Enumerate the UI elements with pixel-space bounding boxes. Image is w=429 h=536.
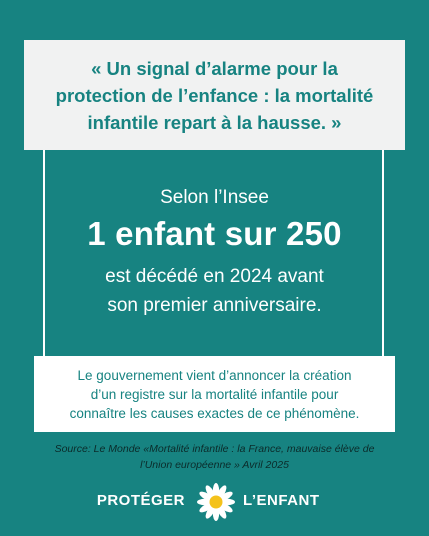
info-box — [34, 356, 395, 432]
stat-frame — [43, 150, 384, 356]
daisy-icon — [196, 482, 236, 522]
info-text — [70, 366, 360, 423]
info-line: d’un registre sur la mortalité infantile pour — [90, 386, 339, 402]
source-citation — [0, 441, 429, 473]
logo-text-left: PROTÉGER — [96, 492, 185, 509]
stat-headline: 1 enfant sur 250 — [87, 215, 342, 252]
stat-detail-line: est décédé en 2024 avant — [105, 266, 324, 287]
logo-text-right: L’ENFANT — [243, 492, 320, 509]
quote-line: « Un signal d’alarme pour la — [91, 57, 338, 79]
brand-logo — [0, 482, 429, 522]
info-line: connaître les causes exactes de ce phénomène. — [69, 405, 360, 421]
quote-line: protection de l’enfance : la mortalité — [55, 84, 374, 106]
quote-line: infantile repart à la hausse. » — [87, 111, 342, 133]
stat-detail-line: son premier anniversaire. — [107, 295, 322, 316]
info-line: Le gouvernement vient d’annoncer la création — [77, 367, 352, 383]
stat-intro: Selon l’Insee — [160, 187, 269, 208]
headline-quote — [56, 55, 374, 136]
source-line: Source: Le Monde «Mortalité infantile : la France, mauvaise élève de — [54, 443, 375, 455]
source-line: l’Union européenne » Avril 2025 — [140, 459, 289, 471]
quote-box — [24, 40, 405, 150]
